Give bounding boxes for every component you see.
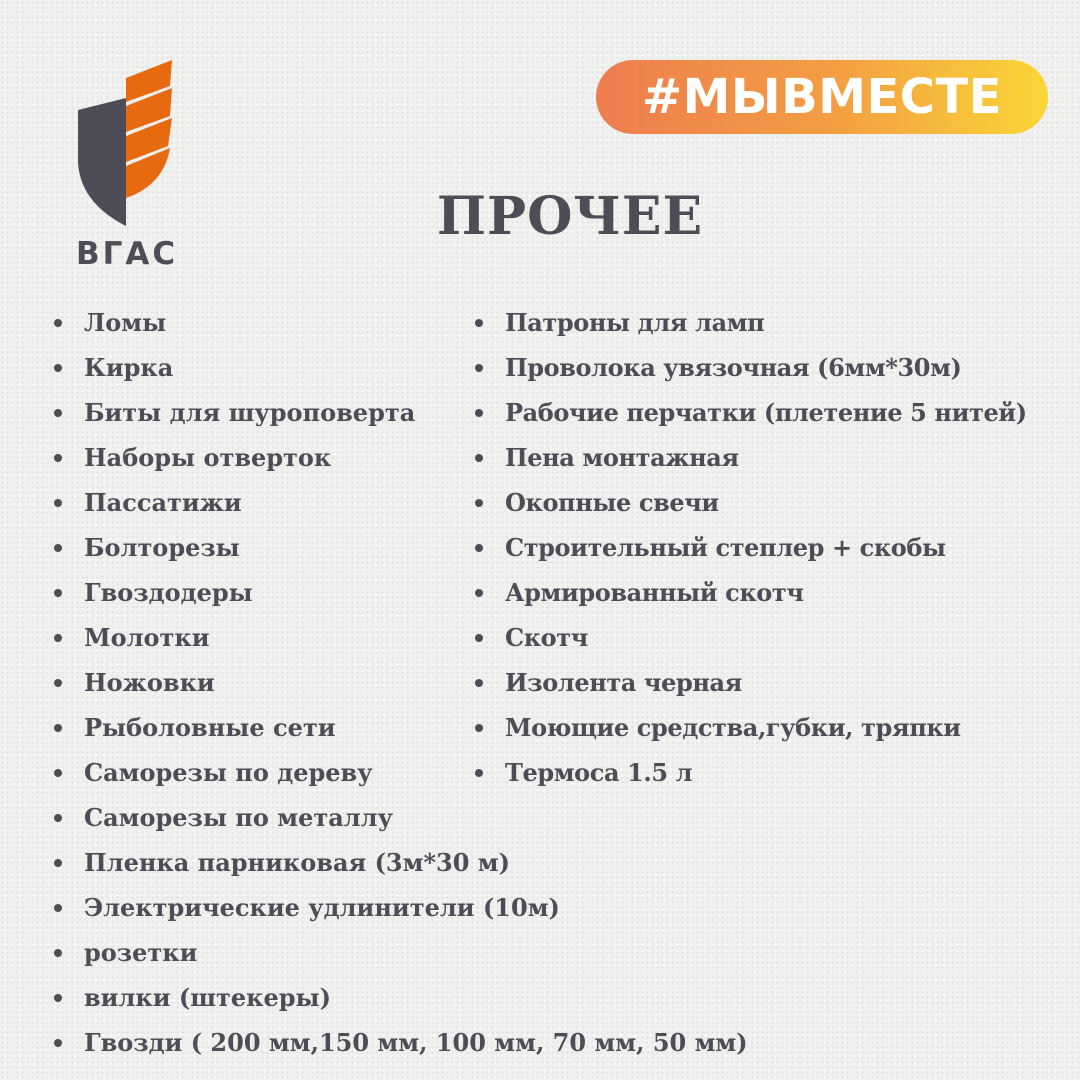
list-item: Ломы [54, 300, 748, 345]
list-item: Термоса 1.5 л [475, 750, 1027, 795]
hashtag-text: #МЫВМЕСТЕ [641, 69, 1003, 125]
list-item: Проволока увязочная (6мм*30м) [475, 345, 1027, 390]
list-item: вилки (штекеры) [54, 975, 748, 1020]
list-item: Гвозди ( 200 мм,150 мм, 100 мм, 70 мм, 50 мм) [54, 1020, 748, 1065]
list-item: Моющие средства,губки, тряпки [475, 705, 1027, 750]
page-title: ПРОЧЕЕ [436, 186, 704, 247]
list-item: Биты для шуроповерта [54, 390, 748, 435]
list-item: Пленка парниковая (3м*30 м) [54, 840, 748, 885]
list-item: Патроны для ламп [475, 300, 1027, 345]
list-item: Молотки [54, 615, 748, 660]
list-item: Армированный скотч [475, 570, 1027, 615]
list-item: Скотч [475, 615, 1027, 660]
list-item: Кирка [54, 345, 748, 390]
list-item: Рабочие перчатки (плетение 5 нитей) [475, 390, 1027, 435]
list-item: Окопные свечи [475, 480, 1027, 525]
list-item: Болторезы [54, 525, 748, 570]
list-item: Изолента черная [475, 660, 1027, 705]
list-item: Саморезы по металлу [54, 795, 748, 840]
list-item: Ножовки [54, 660, 748, 705]
right-list [475, 300, 1027, 795]
list-item: Наборы отверток [54, 435, 748, 480]
list-item: Пена монтажная [475, 435, 1027, 480]
list-item: розетки [54, 930, 748, 975]
hashtag-badge [596, 60, 1048, 134]
list-item: Рыболовные сети [54, 705, 748, 750]
list-item: Саморезы по дереву [54, 750, 748, 795]
logo-text: ВГАС [76, 236, 179, 272]
list-item: Гвоздодеры [54, 570, 748, 615]
list-item: Строительный степлер + скобы [475, 525, 1027, 570]
list-item: Пассатижи [54, 480, 748, 525]
list-item: Электрические удлинители (10м) [54, 885, 748, 930]
